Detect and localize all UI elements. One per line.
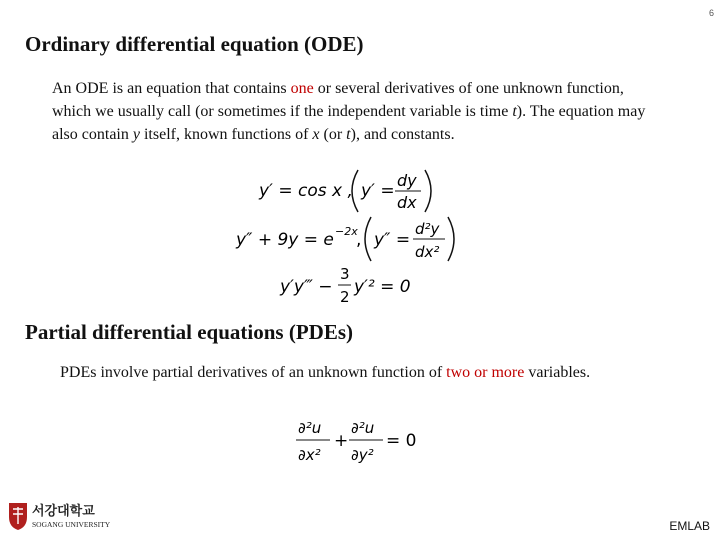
pde-paragraph: [60, 364, 590, 382]
var-y: y: [132, 126, 140, 143]
pde-num-1: ∂²u: [298, 419, 322, 437]
eq2-right-paren: [448, 217, 454, 261]
eq1-left-paren: [352, 170, 358, 212]
university-logo: [6, 500, 116, 532]
section-title-ode: Ordinary differential equation (ODE): [25, 32, 364, 56]
section-title-pde: Partial differential equations (PDEs): [25, 320, 354, 344]
ode-text-3: ). The equation may also contain: [52, 103, 646, 143]
var-t2: t: [346, 126, 351, 143]
ode-text-5: (or: [319, 126, 347, 143]
eq2-lhs: y″ + 9y = e: [236, 230, 334, 250]
pde-highlight: two or more: [446, 364, 525, 381]
var-t: t: [512, 103, 517, 120]
pde-text-1: PDEs involve partial derivatives of an unknown function of: [60, 364, 447, 381]
eq3-left: y′y‴ −: [280, 277, 333, 297]
eq3-num: 3: [340, 265, 350, 283]
ode-highlight-one: one: [290, 80, 314, 97]
ode-text-4: itself, known functions of: [139, 126, 313, 143]
pde-den-2: ∂y²: [351, 446, 374, 464]
eq2-den: dx²: [415, 243, 440, 261]
eq3-den: 2: [340, 288, 350, 306]
equation-2: [232, 213, 467, 265]
eq1-paren-left: y′ =: [361, 181, 395, 201]
equation-3: [276, 262, 426, 308]
university-korean-name: 서강대학교: [32, 504, 95, 519]
ode-paragraph: [52, 77, 652, 146]
ode-text-6: ), and constants.: [350, 126, 455, 143]
ode-text-2: or several derivatives of one unknown function, which we usually call (or sometimes if the independent variable is time: [52, 80, 624, 120]
pde-num-2: ∂²u: [351, 419, 375, 437]
eq2-left-paren: [365, 217, 371, 261]
ode-text-1: An ODE is an equation that contains: [52, 80, 291, 97]
pde-plus: +: [334, 431, 349, 451]
pde-rhs: = 0: [386, 431, 417, 451]
eq2-exponent: −2x: [335, 225, 358, 238]
eq3-right: y′² = 0: [354, 277, 411, 297]
equation-1: [255, 166, 465, 216]
page-number: 6: [708, 8, 714, 18]
eq1-den: dx: [397, 193, 417, 212]
eq2-paren-left: y″ =: [374, 230, 411, 250]
eq2-num: d²y: [415, 220, 440, 238]
eq2-comma: ,: [356, 230, 362, 250]
lab-name: EMLAB: [669, 519, 710, 533]
pde-den-1: ∂x²: [298, 446, 321, 464]
pde-equation: [294, 413, 424, 467]
eq1-right-paren: [425, 170, 431, 212]
var-x: x: [312, 126, 320, 143]
university-english-name: SOGANG UNIVERSITY: [32, 520, 111, 529]
eq1-num: dy: [397, 171, 417, 190]
eq1-lhs: y′ = cos x ,: [259, 181, 353, 201]
pde-text-2: variables.: [524, 364, 591, 381]
